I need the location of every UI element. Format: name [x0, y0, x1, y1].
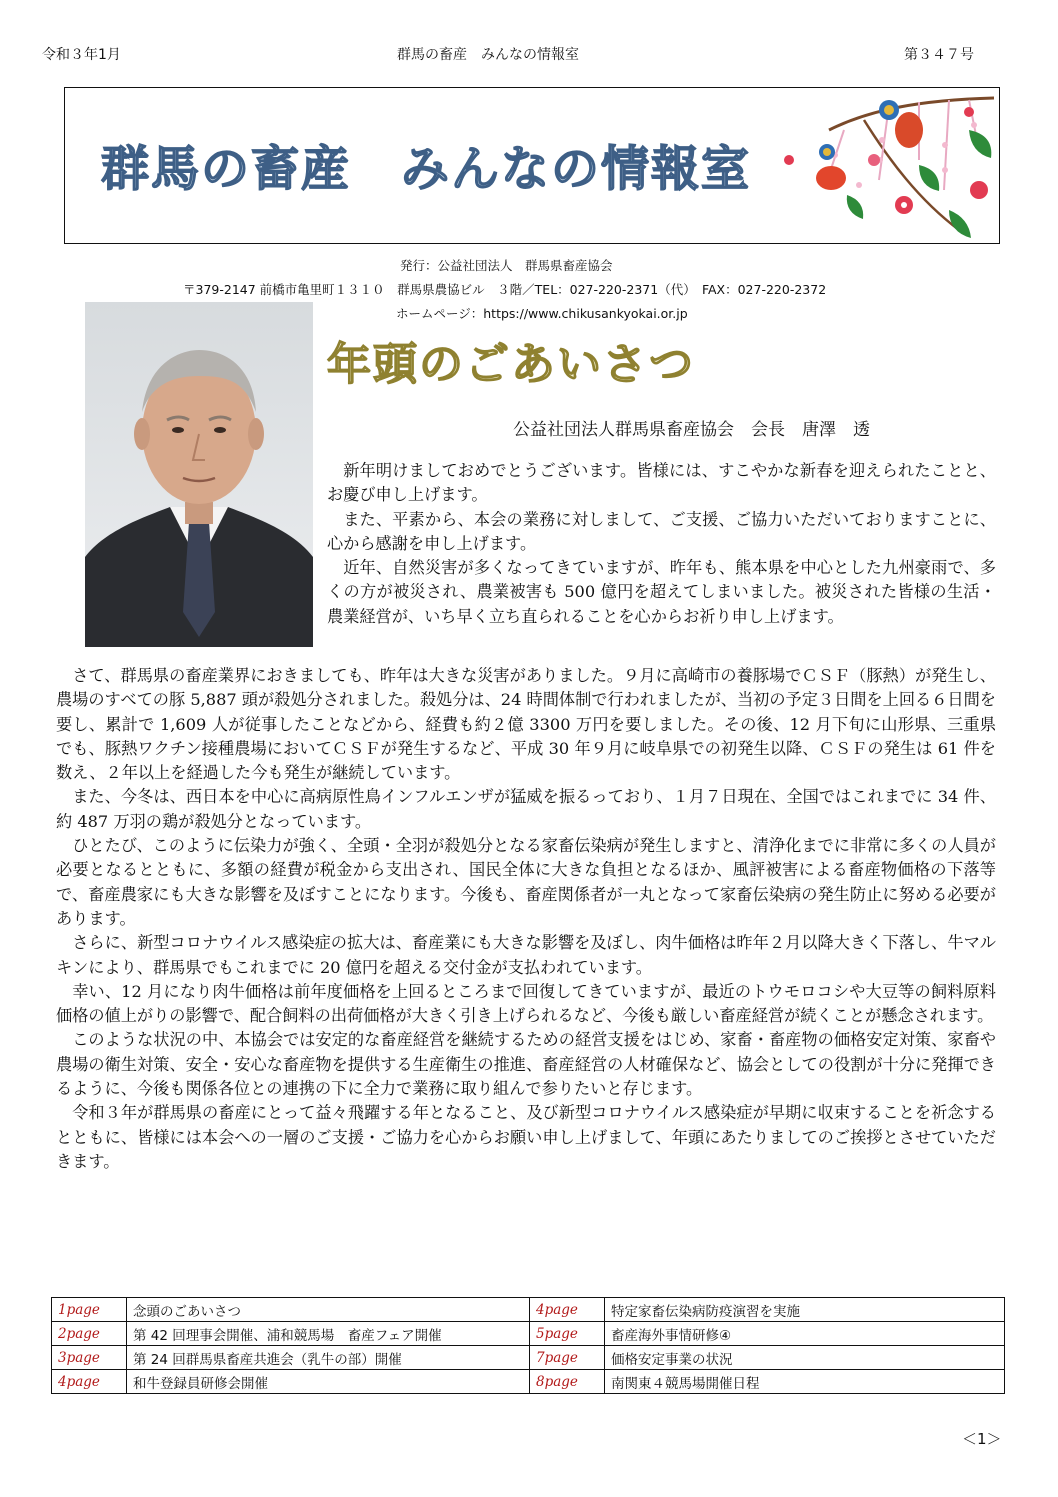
page-number: ＜1＞: [962, 1430, 1002, 1448]
issue-number: 第３４７号: [904, 47, 974, 63]
article-author: 公益社団法人群馬県畜産協会 会長 唐澤 透: [513, 420, 870, 440]
toc-page[interactable]: 7page: [530, 1346, 605, 1370]
toc-title[interactable]: 第 42 回理事会開催、浦和競馬場 畜産フェア開催: [127, 1322, 530, 1346]
toc-title[interactable]: 特定家畜伝染病防疫演習を実施: [605, 1298, 1005, 1322]
table-row: [52, 1298, 1005, 1322]
homepage-link[interactable]: ホームページ：https://www.chikusankyokai.or.jp: [396, 306, 688, 321]
toc-title[interactable]: 価格安定事業の状況: [605, 1346, 1005, 1370]
paragraph: さて、群馬県の畜産業界におきましても、昨年は大きな災害がありました。９月に高崎市の養豚場でＣＳＦ（豚熱）が発生し、農場のすべての豚 5,887 頭が殺処分されました。殺処分は、24 時間体制で行われましたが、当初の予定３日間を上回る６日間を要し、累計で 1,609 人が従事したことなどから、経費も約２億 3300 万円を要しました。その後、12 月下旬に山形県、三重県でも、豚熱ワクチン接種農場においてＣＳＦが発生するなど、平成 30 年９月に岐阜県での初発生以降、ＣＳＦの発生は 61 件を数え、２年以上を経過した今も発生が継続しています。: [56, 666, 996, 783]
toc-page[interactable]: 4page: [52, 1370, 127, 1394]
paragraph: 新年明けましておめでとうございます。皆様には、すこやかな新春を迎えられたことと、お慶び申し上げます。: [327, 461, 996, 505]
toc-page[interactable]: 4page: [530, 1298, 605, 1322]
new-year-decoration-icon: [769, 90, 999, 240]
toc-title[interactable]: 南関東４競馬場開催日程: [605, 1370, 1005, 1394]
paragraph: また、今冬は、西日本を中心に高病原性鳥インフルエンザが猛威を振るっており、１月７日現在、全国ではこれまでに 34 件、約 487 万羽の鶏が殺処分となっています。: [56, 787, 996, 831]
toc-title[interactable]: 和牛登録員研修会開催: [127, 1370, 530, 1394]
issue-date: 令和３年1月: [42, 47, 121, 63]
publisher-address: 〒379-2147 前橋市亀里町１３１０ 群馬県農協ビル ３階／TEL：027-220-2371（代） FAX：027-220-2372: [183, 282, 827, 297]
paragraph: 近年、自然災害が多くなってきていますが、昨年も、熊本県を中心とした九州豪雨で、多くの方が被災され、農業被害も 500 億円を超えてしまいました。被災された皆様の生活・農業経営が、いち早く立ち直られることを心からお祈り申し上げます。: [327, 558, 996, 626]
toc-page[interactable]: 1page: [52, 1298, 127, 1322]
masthead-banner: [64, 87, 1000, 244]
table-row: [52, 1370, 1005, 1394]
toc-page[interactable]: 8page: [530, 1370, 605, 1394]
paragraph: また、平素から、本会の業務に対しまして、ご支援、ご協力いただいておりますことに、心から感謝を申し上げます。: [327, 509, 996, 553]
table-row: [52, 1346, 1005, 1370]
intro-text: [327, 459, 996, 629]
toc-page[interactable]: 3page: [52, 1346, 127, 1370]
toc-page[interactable]: 5page: [530, 1322, 605, 1346]
toc-title[interactable]: 畜産海外事情研修④: [605, 1322, 1005, 1346]
paragraph: このような状況の中、本協会では安定的な畜産経営を継続するための経営支援をはじめ、家畜・畜産物の価格安定対策、家畜や農場の衛生対策、安全・安心な畜産物を提供する生産衛生の推進、畜産経営の人材確保など、協会としての役割が十分に発揮できるように、今後も関係各位との連携の下に全力で業務に取り組んで参りたいと存じます。: [56, 1030, 996, 1099]
article-title: 年頭のごあいさつ: [327, 339, 695, 390]
publisher-line: 発行：公益社団法人 群馬県畜産協会: [400, 258, 613, 273]
toc-title[interactable]: 念頭のごあいさつ: [127, 1298, 530, 1322]
paragraph: さらに、新型コロナウイルス感染症の拡大は、畜産業にも大きな影響を及ぼし、肉牛価格は昨年２月以降大きく下落し、牛マルキンにより、群馬県でもこれまでに 20 億円を超える交付金が支払われています。: [56, 933, 996, 977]
paragraph: 幸い、12 月になり肉牛価格は前年度価格を上回るところまで回復してきていますが、最近のトウモロコシや大豆等の飼料原料価格の値上がりの影響で、配合飼料の出荷価格が大きく引き上げられるなど、今後も厳しい畜産経営が続くことが懸念されます。: [56, 981, 996, 1026]
chairman-portrait: [85, 302, 313, 647]
paragraph: ひとたび、このように伝染力が強く、全頭・全羽が殺処分となる家畜伝染病が発生しますと、清浄化までに非常に多くの人員が必要となるとともに、多額の経費が税金から支出され、国民全体に大きな負担となるほか、風評被害による畜産物価格の下落等で、畜産農家にも大きな影響を及ぼすことになります。今後も、畜産関係者が一丸となって家畜伝染病の発生防止に努める必要があります。: [56, 836, 996, 928]
article-body: [56, 664, 996, 1174]
toc-page[interactable]: 2page: [52, 1322, 127, 1346]
masthead-title: 群馬の畜産 みんなの情報室: [101, 141, 752, 197]
header-title: 群馬の畜産 みんなの情報室: [397, 47, 579, 63]
paragraph: 令和３年が群馬県の畜産にとって益々飛躍する年となること、及び新型コロナウイルス感染症が早期に収束することを祈念するとともに、皆様には本会への一層のご支援・ご協力を心からお願い申し上げまして、年頭にあたりましてのご挨拶とさせていただきます。: [56, 1103, 996, 1171]
contents-table: [51, 1297, 1005, 1394]
table-row: [52, 1322, 1005, 1346]
toc-title[interactable]: 第 24 回群馬県畜産共進会（乳牛の部）開催: [127, 1346, 530, 1370]
